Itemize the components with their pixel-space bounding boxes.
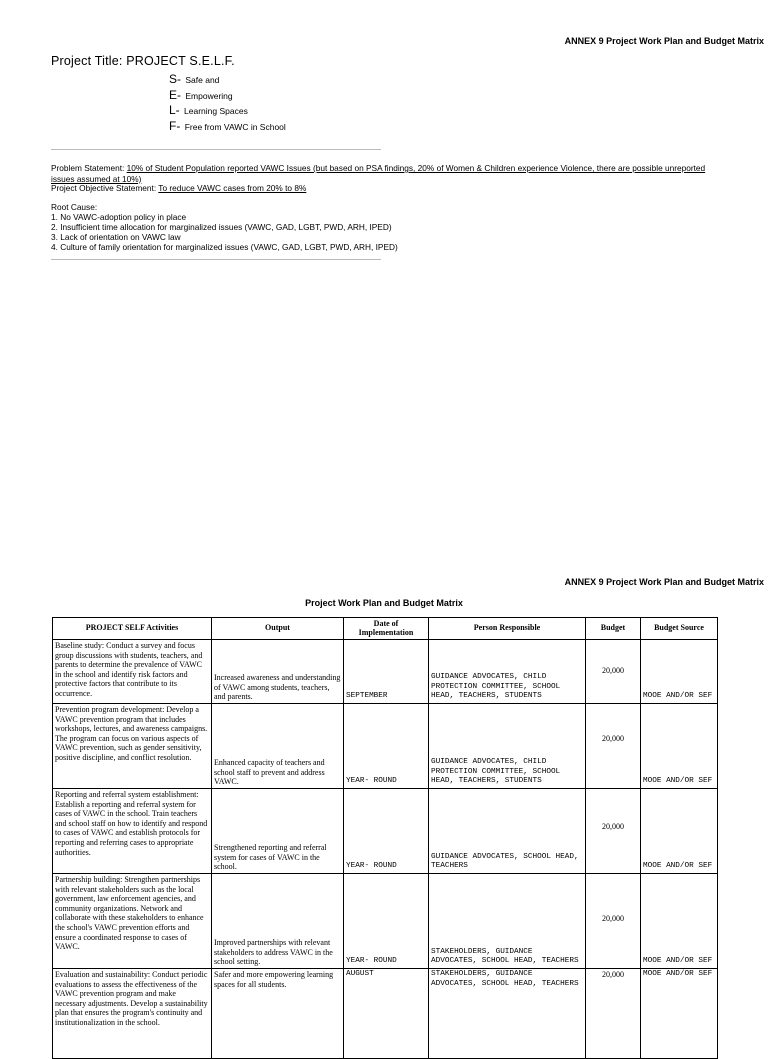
source-cell: MOOE AND/OR SEF	[641, 640, 718, 704]
activity-cell: Prevention program development: Develop a VAWC prevention program that includes workshops, lectures, and awareness campaigns. The program can focus on various aspects of VAWC prevention, such as gender sensitivity, positive discipline, and conflict resolution.	[53, 704, 212, 789]
annex-heading: ANNEX 9 Project Work Plan and Budget Matrix	[564, 577, 764, 587]
source-cell: MOOE AND/OR SEF	[641, 969, 718, 1059]
acronym-letter: S-	[169, 72, 181, 86]
person-cell: GUIDANCE ADVOCATES, CHILD PROTECTION COMMITTEE, SCHOOL HEAD, TEACHERS, STUDENTS	[429, 640, 586, 704]
root-cause-item: 3. Lack of orientation on VAWC law	[51, 232, 181, 242]
root-cause-label: Root Cause:	[51, 202, 98, 212]
activity-cell: Baseline study: Conduct a survey and focus group discussions with students, teachers, and parents to determine the prevalence of VAWC in the school and identify risk factors and protective factors that contribute to its occurrence.	[53, 640, 212, 704]
person-cell: STAKEHOLDERS, GUIDANCE ADVOCATES, SCHOOL HEAD, TEACHERS	[429, 969, 586, 1059]
activity-cell: Partnership building: Strengthen partnerships with relevant stakeholders such as the local government, law enforcement agencies, and community organizations. Network and collaborate with these stakeholders to enhance the school's VAWC prevention efforts and ensure a coordinated response to cases of VAWC.	[53, 874, 212, 969]
root-cause-block	[51, 202, 398, 252]
root-cause-item: 1. No VAWC-adoption policy in place	[51, 212, 187, 222]
objective-statement	[51, 183, 723, 194]
table-row	[53, 789, 718, 874]
budget-cell: 20,000	[586, 704, 641, 789]
person-cell: GUIDANCE ADVOCATES, CHILD PROTECTION COMMITTEE, SCHOOL HEAD, TEACHERS, STUDENTS	[429, 704, 586, 789]
source-cell: MOOE AND/OR SEF	[641, 874, 718, 969]
work-plan-table	[52, 617, 718, 1059]
annex-heading: ANNEX 9 Project Work Plan and Budget Matrix	[564, 36, 764, 46]
output-cell: Improved partnerships with relevant stakeholders to address VAWC in the school setting.	[212, 874, 344, 969]
objective-label: Project Objective Statement:	[51, 183, 159, 193]
acronym-word: Empowering	[185, 91, 233, 101]
acronym-letter: E-	[169, 88, 181, 102]
budget-cell: 20,000	[586, 640, 641, 704]
table-row	[53, 874, 718, 969]
output-cell: Safer and more empowering learning spaces for all students.	[212, 969, 344, 1059]
header-activities: PROJECT SELF Activities	[53, 618, 212, 640]
problem-text: 10% of Student Population reported VAWC Issues (but based on PSA findings, 20% of Women & Children experience Violence, there are possible unreported issues assumed at 10%)	[51, 163, 706, 184]
acronym-word: Safe and	[185, 75, 220, 85]
acronym-letter: F-	[169, 119, 181, 133]
output-cell: Enhanced capacity of teachers and school staff to prevent and address VAWC.	[212, 704, 344, 789]
matrix-title: Project Work Plan and Budget Matrix	[305, 598, 463, 608]
acronym-line	[169, 88, 233, 102]
budget-cell: 20,000	[586, 969, 641, 1059]
root-cause-item: 4. Culture of family orientation for marginalized issues (VAWC, GAD, LGBT, PWD, ARH, IPED)	[51, 242, 398, 252]
table-row	[53, 704, 718, 789]
source-cell: MOOE AND/OR SEF	[641, 704, 718, 789]
date-cell: AUGUST	[344, 969, 429, 1059]
budget-cell: 20,000	[586, 874, 641, 969]
source-cell: MOOE AND/OR SEF	[641, 789, 718, 874]
acronym-word: Learning Spaces	[184, 106, 248, 116]
person-cell: STAKEHOLDERS, GUIDANCE ADVOCATES, SCHOOL HEAD, TEACHERS	[429, 874, 586, 969]
date-cell: YEAR- ROUND	[344, 874, 429, 969]
divider	[51, 149, 381, 150]
problem-label: Problem Statement:	[51, 163, 127, 173]
header-date: Date of Implementation	[344, 618, 429, 640]
date-cell: YEAR- ROUND	[344, 789, 429, 874]
header-budget-source: Budget Source	[641, 618, 718, 640]
header-budget: Budget	[586, 618, 641, 640]
root-cause-item: 2. Insufficient time allocation for marginalized issues (VAWC, GAD, LGBT, PWD, ARH, IPED)	[51, 222, 392, 232]
acronym-line	[169, 103, 248, 117]
table-row	[53, 969, 718, 1059]
date-cell: SEPTEMBER	[344, 640, 429, 704]
table-header-row	[53, 618, 718, 640]
budget-cell: 20,000	[586, 789, 641, 874]
acronym-letter: L-	[169, 103, 180, 117]
header-output: Output	[212, 618, 344, 640]
person-cell: GUIDANCE ADVOCATES, SCHOOL HEAD, TEACHERS	[429, 789, 586, 874]
output-cell: Increased awareness and understanding of VAWC among students, teachers, and parents.	[212, 640, 344, 704]
activity-cell: Evaluation and sustainability: Conduct periodic evaluations to assess the effectiveness of the VAWC prevention program and make necessary adjustments. Develop a sustainability plan that ensures the program's continuity and institutionalization in the school.	[53, 969, 212, 1059]
output-cell: Strengthened reporting and referral system for cases of VAWC in the school.	[212, 789, 344, 874]
acronym-line	[169, 119, 286, 133]
objective-text: To reduce VAWC cases from 20% to 8%	[158, 183, 307, 193]
table-row	[53, 640, 718, 704]
acronym-word: Free from VAWC in School	[184, 122, 286, 132]
divider	[51, 259, 381, 260]
date-cell: YEAR- ROUND	[344, 704, 429, 789]
header-person: Person Responsible	[429, 618, 586, 640]
problem-statement	[51, 163, 723, 184]
project-title: Project Title: PROJECT S.E.L.F.	[51, 54, 235, 68]
acronym-line	[169, 72, 219, 86]
activity-cell: Reporting and referral system establishment: Establish a reporting and referral system for cases of VAWC in the school. Train teachers and school staff on how to identify and respond to cases of VAWC and establish protocols for reporting and referring cases to appropriate authorities.	[53, 789, 212, 874]
